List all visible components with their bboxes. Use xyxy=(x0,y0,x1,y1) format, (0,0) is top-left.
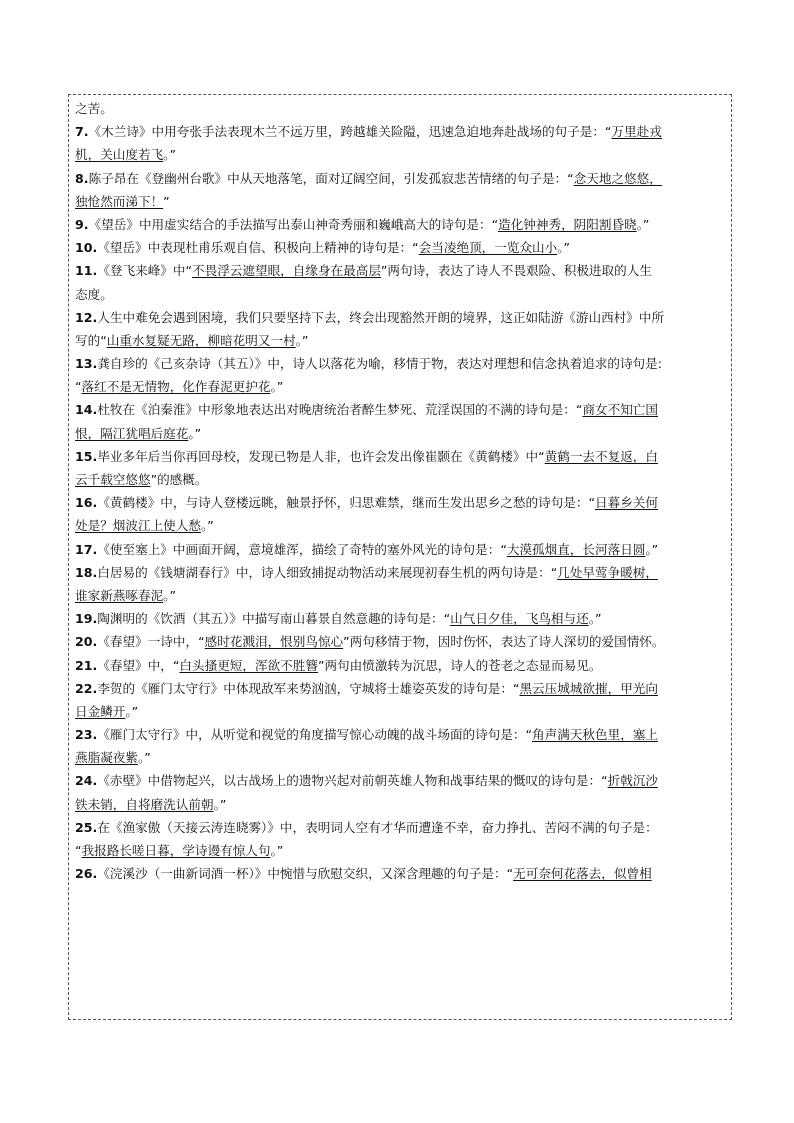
text-line xyxy=(75,584,729,607)
question-text: 在《渔家傲（天接云涛连晓雾）》中，表明词人空有才华而遭逢不幸，奋力挣扎、苦闷不满的句子是： xyxy=(97,819,658,835)
answer-text: 会当凌绝顶，一览众山小 xyxy=(418,240,558,256)
question-text: 写的“ xyxy=(75,332,107,348)
text-line xyxy=(75,259,729,282)
question-text: 李贺的《雁门太守行》中体现敌军来势汹汹，守城将士雄姿英发的诗句是：“ xyxy=(97,680,520,696)
question-text: 《望岳》中用虚实结合的手法描写出泰山神奇秀丽和巍峨高大的诗句是：“ xyxy=(88,216,499,232)
answer-text: 独怆然而涕下！ xyxy=(75,193,164,209)
answer-text: 落红不是无情物，化作春泥更护花 xyxy=(81,379,271,395)
answer-text: 折戟沉沙 xyxy=(607,773,658,789)
answer-text: 不畏浮云遮望眼，自缘身在最高层 xyxy=(192,263,381,279)
question-text: “ xyxy=(75,843,82,858)
answer-text: 铁未销，自将磨洗认前朝 xyxy=(75,796,214,812)
question-number: 16. xyxy=(75,495,98,511)
answer-text: 谁家新燕啄春泥 xyxy=(75,587,164,603)
answer-text: 机，关山度若飞 xyxy=(75,147,164,163)
question-number: 17. xyxy=(75,541,98,557)
question-text: 。” xyxy=(137,750,151,766)
question-text: 。” xyxy=(200,518,214,534)
question-number: 26. xyxy=(75,866,98,882)
text-line xyxy=(75,769,729,792)
answer-text: 山气日夕佳，飞鸟相与还 xyxy=(450,611,589,627)
answer-text: 角声满天秋色里，塞上 xyxy=(532,727,658,743)
answer-text: 日金鳞开 xyxy=(75,703,126,719)
answer-text: 云千载空悠悠 xyxy=(75,472,151,487)
question-number: 22. xyxy=(75,680,98,696)
answer-text: 处是？烟波江上使人愁 xyxy=(75,518,201,534)
question-text: 态度。 xyxy=(75,286,113,302)
question-number: 14. xyxy=(75,402,98,418)
question-number: 18. xyxy=(75,564,98,580)
text-line xyxy=(75,352,729,375)
text-line xyxy=(75,422,729,445)
answer-text: 感时花溅泪，恨别鸟惊心 xyxy=(204,634,344,650)
question-number: 24. xyxy=(75,773,98,789)
answer-text: 无可奈何花落去，似曾相 xyxy=(513,866,652,882)
text-line xyxy=(75,167,729,190)
text-line xyxy=(75,445,729,468)
question-text: 。” xyxy=(636,216,650,232)
question-number: 25. xyxy=(75,819,98,835)
text-line xyxy=(75,746,729,769)
text-line xyxy=(75,190,729,213)
question-text: 杜牧在《泊秦淮》中形象地表达出对晚唐统治者醉生梦死、荒淫误国的不满的诗句是：“ xyxy=(97,402,583,418)
question-text: 《登飞来峰》中“ xyxy=(97,263,192,279)
question-list xyxy=(75,97,729,885)
question-number: 15. xyxy=(75,448,98,464)
text-line xyxy=(75,700,729,723)
text-line xyxy=(75,398,729,421)
text-line xyxy=(75,793,729,816)
text-line xyxy=(75,236,729,259)
text-line xyxy=(75,839,729,862)
question-text: ”两句由愤激转为沉思，诗人的苍老之态显而易见。 xyxy=(317,657,602,673)
question-text: 。” xyxy=(270,843,284,858)
text-line xyxy=(75,97,729,120)
text-line xyxy=(75,514,729,537)
text-line xyxy=(75,677,729,700)
question-number: 20. xyxy=(75,634,98,650)
text-line xyxy=(75,816,729,839)
answer-text: 造化钟神秀，阴阳割昏晓 xyxy=(498,216,637,232)
question-text: 白居易的《钱塘湖春行》中，诗人细致捕捉动物活动来展现初春生机的两句诗是：“ xyxy=(97,564,558,580)
answer-text: 白头搔更短，浑欲不胜簪 xyxy=(179,657,318,673)
question-text: 陈子昂在《登幽州台歌》中从天地落笔，面对辽阔空间，引发孤寂悲苦情绪的句子是：“ xyxy=(88,170,574,186)
question-text: 。” xyxy=(188,425,202,441)
question-number: 11. xyxy=(75,263,98,279)
answer-text: 日暮乡关何 xyxy=(595,495,658,511)
answer-text: 商女不知亡国 xyxy=(582,402,658,418)
question-text: ” xyxy=(163,193,170,209)
text-line xyxy=(75,538,729,561)
question-text: 《春望》一诗中，“ xyxy=(97,634,205,650)
question-number: 8. xyxy=(75,170,89,186)
question-number: 7. xyxy=(75,124,89,140)
answer-text: 燕脂凝夜紫 xyxy=(75,750,138,766)
question-number: 19. xyxy=(75,611,98,627)
question-number: 23. xyxy=(75,727,98,743)
question-number: 10. xyxy=(75,240,98,256)
question-text: 陶渊明的《饮酒（其五）》中描写南山暮景自然意趣的诗句是：“ xyxy=(97,611,451,627)
dashed-content-frame xyxy=(68,94,732,1020)
question-text: ”的感概。 xyxy=(150,472,208,487)
answer-text: 念天地之悠悠， xyxy=(573,170,662,186)
question-text: 。” xyxy=(645,541,659,557)
answer-text: 大漠孤烟直，长河落日圆 xyxy=(506,541,646,557)
question-text: 《春望》中，“ xyxy=(97,657,180,673)
answer-text: 黄鹤一去不复返，白 xyxy=(544,448,658,464)
question-text: 之苦。 xyxy=(75,101,113,116)
text-line xyxy=(75,561,729,584)
question-text: 《望岳》中表现杜甫乐观自信、积极向上精神的诗句是：“ xyxy=(97,240,419,256)
answer-text: 山重水复疑无路，柳暗花明又一村 xyxy=(106,332,296,348)
question-text: ”两句移情于物，因时伤怀，表达了诗人深切的爱国情怀。 xyxy=(343,634,665,650)
text-line xyxy=(75,468,729,491)
answer-text: 我报路长嗟日暮，学诗谩有惊人句 xyxy=(81,843,271,858)
text-line xyxy=(75,329,729,352)
text-line xyxy=(75,213,729,236)
question-number: 21. xyxy=(75,657,98,673)
question-text: 。” xyxy=(163,147,176,163)
question-text: 毕业多年后当你再回母校，发现已物是人非，也许会发出像崔颢在《黄鹤楼》中“ xyxy=(97,448,545,464)
question-text: 《使至塞上》中画面开阔，意境雄浑，描绘了奇特的塞外风光的诗句是：“ xyxy=(97,541,507,557)
text-line xyxy=(75,654,729,677)
answer-text: 恨，隔江犹唱后庭花 xyxy=(75,425,189,441)
question-text: 。” xyxy=(213,796,227,812)
text-line xyxy=(75,283,729,306)
question-text: 《赤壁》中借物起兴，以古战场上的遗物兴起对前朝英雄人物和战事结果的慨叹的诗句是：“ xyxy=(97,773,608,789)
question-number: 12. xyxy=(75,309,98,325)
question-number: 9. xyxy=(75,216,89,232)
question-text: 。” xyxy=(125,703,139,719)
question-number: 13. xyxy=(75,356,98,372)
text-line xyxy=(75,607,729,630)
question-text: 《雁门太守行》中，从听觉和视觉的角度描写惊心动魄的战斗场面的诗句是：“ xyxy=(97,727,533,743)
question-text: 。” xyxy=(270,379,284,395)
question-text: 人生中难免会遇到困境，我们只要坚持下去，终会出现豁然开朗的境界，这正如陆游《游山西村》中所 xyxy=(97,309,665,325)
question-text: 。” xyxy=(588,611,602,627)
question-text: 。” xyxy=(295,332,309,348)
answer-text: 几处早莺争暖树， xyxy=(557,564,658,580)
text-line xyxy=(75,143,729,166)
text-line xyxy=(75,306,729,329)
question-text: 。” xyxy=(557,240,571,256)
question-text: 龚自珍的《己亥杂诗（其五）》中，诗人以落花为喻，移情于物，表达对理想和信念执着追求的诗句是: xyxy=(97,356,662,372)
text-line xyxy=(75,862,729,885)
answer-text: 黑云压城城欲摧，甲光向 xyxy=(519,680,658,696)
text-line xyxy=(75,630,729,653)
answer-text: 万里赴戎 xyxy=(611,124,662,140)
text-line xyxy=(75,375,729,398)
text-line xyxy=(75,491,729,514)
text-line xyxy=(75,120,729,143)
question-text: 《黄鹤楼》中，与诗人登楼远眺，触景抒怀，归思难禁，继而生发出思乡之愁的诗句是：“ xyxy=(97,495,595,511)
question-text: “ xyxy=(75,379,82,395)
question-text: ”两句诗，表达了诗人不畏艰险、积极进取的人生 xyxy=(380,263,652,279)
question-text: 《木兰诗》中用夸张手法表现木兰不远万里，跨越雄关险隘，迅速急迫地奔赴战场的句子是：“ xyxy=(88,124,612,140)
text-line xyxy=(75,723,729,746)
question-text: 。” xyxy=(163,587,176,603)
question-text: 《浣溪沙（一曲新词酒一杯）》中惋惜与欣慰交织，又深含理趣的句子是：“ xyxy=(97,866,514,882)
